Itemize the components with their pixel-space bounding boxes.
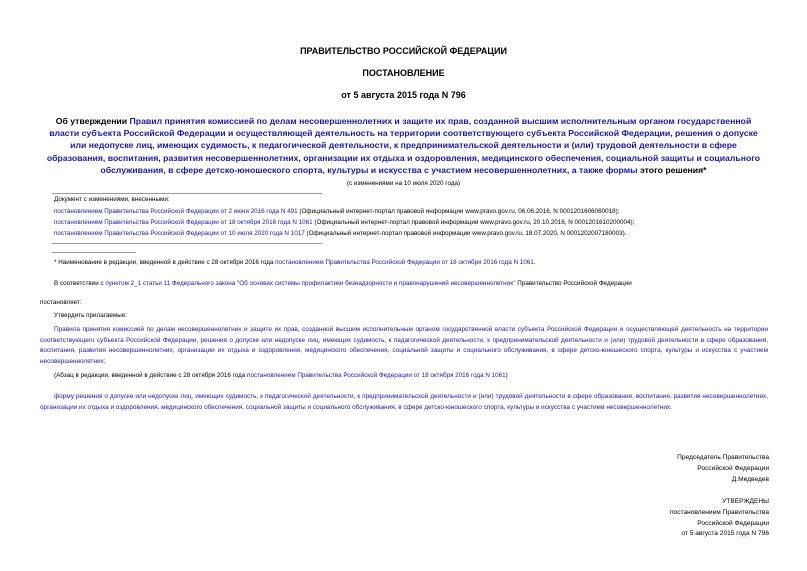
approved-line-2: постановлением Правительства xyxy=(669,508,769,516)
title-prefix: Об утверждении xyxy=(55,116,130,126)
title-rules-link[interactable]: Правил принятия комиссией по делам несовершеннолетних и защите их прав, созданной высшим исполнительным органом государственной власти субъекта Российской Федерации и осуществляющей деятельность на территории соответствующего субъекта Российской Федерации, решения о допуске или недопуске лиц, имеющих судимость, к педагогической деятельности, к предпринимательской деятельности и (или) трудовой деятельности в сфере образования, воспитания, развития несовершеннолетних, организации их отдыха и оздоровления, медицинского обеспечения, социальной защиты и социального обслуживания, в сфере детско-юношеского спорта, культуры и искусства с участием несовершеннолетних, а также формы xyxy=(46,116,761,175)
according-suffix: Правительство Российской Федерации xyxy=(515,280,632,287)
doc-type-heading: ПОСТАНОВЛЕНИЕ xyxy=(362,68,445,78)
signature-line-2: Российской Федерации xyxy=(697,464,769,472)
approved-line-3: Российской Федерации xyxy=(697,519,769,527)
approved-block xyxy=(670,497,769,540)
amended-note: (с изменениями на 10 июля 2020 года) xyxy=(346,180,461,187)
decides-text: постановляет: xyxy=(40,299,82,306)
changes-top-divider xyxy=(52,193,322,194)
change-source-1: (Официальный интернет-портал правовой информации www.pravo.gov.ru, 06.06.2016, N 0001201606060018); xyxy=(297,208,620,215)
according-law-link[interactable]: пунктом 2_1 статьи 11 Федерального закона "Об основах системы профилактики безнадзорности и правонарушений несовершеннолетних" xyxy=(105,280,516,287)
document-title xyxy=(40,115,767,176)
government-heading: ПРАВИТЕЛЬСТВО РОССИЙСКОЙ ФЕДЕРАЦИИ xyxy=(300,46,507,56)
footnote-end: . xyxy=(533,259,536,266)
changes-heading: Документ с изменениями, внесенными: xyxy=(54,196,170,203)
according-prefix: В соответствии с xyxy=(54,280,106,287)
approved-line-4: от 5 августа 2015 года N 796 xyxy=(681,530,769,538)
abzac-prefix: (Абзац в редакции, введенной в действие с 28 октября 2016 года xyxy=(54,372,248,379)
abzac-suffix: ) xyxy=(505,372,508,379)
change-item-3 xyxy=(54,230,627,237)
abzac-note xyxy=(54,372,508,379)
change-link-3[interactable]: постановлением Правительства Российской Федерации от 10 июля 2020 года N 1017 xyxy=(54,230,305,237)
signature-block xyxy=(677,453,769,485)
signature-line-1: Председатель Правительства xyxy=(677,454,769,461)
approved-line-1: УТВЕРЖДЕНЫ xyxy=(722,498,769,505)
footnote-divider xyxy=(52,252,136,253)
change-source-3: (Официальный интернет-портал правовой информации www.pravo.gov.ru, 18.07.2020, N 0001202007180003). xyxy=(304,230,627,237)
signature-line-3: Д.Медведев xyxy=(731,475,769,483)
title-suffix: этого решения* xyxy=(637,164,707,175)
changes-bottom-divider xyxy=(52,243,322,244)
footnote-link[interactable]: постановлением Правительства Российской Федерации от 18 октября 2016 года N 1061 xyxy=(275,259,534,266)
date-number: от 5 августа 2015 года N 796 xyxy=(341,90,466,100)
footnote xyxy=(54,259,536,266)
form-paragraph[interactable]: форму решения о допуске или недопуске лиц, имеющих судимость, к педагогической деятельности, к предпринимательской деятельности и (или) трудовой деятельности в сфере образования, воспитания, развития несовершеннолетних, организации их отдыха и оздоровления, медицинского обеспечения, социальной защиты и социального обслуживания, в сфере детско-юношеского спорта, культуры и искусства с участием несовершеннолетних. xyxy=(40,393,768,411)
change-item-1 xyxy=(54,208,619,215)
abzac-link[interactable]: постановлением Правительства Российской Федерации от 18 октября 2016 года N 1061 xyxy=(247,372,506,379)
rules-paragraph[interactable]: Правила принятия комиссией по делам несовершеннолетних и защите их прав, созданной высшим исполнительным органом государственной власти субъекта Российской Федерации и осуществляющей деятельность на территории соответствующего субъекта Российской Федерации, решения о допуске или недопуске лиц, имеющих судимость, к педагогической деятельности, к предпринимательской деятельности и (или) трудовой деятельности в сфере образования, воспитания, развития несовершеннолетних, организации их отдыха и оздоровления, медицинского обеспечения, социальной защиты и социального обслуживания, в сфере детско-юношеского спорта, культуры и искусства с участием несовершеннолетних; xyxy=(40,326,768,365)
change-item-2 xyxy=(54,219,634,226)
approve-text: Утвердить прилагаемые: xyxy=(54,312,127,319)
change-source-2: (Официальный интернет-портал правовой информации www.pravo.gov.ru, 20.10.2016, N 0001201610200004); xyxy=(312,219,635,226)
according-paragraph xyxy=(54,280,632,287)
footnote-text: * Наименование в редакции, введенной в действие с 28 октября 2016 года xyxy=(54,259,276,266)
change-link-1[interactable]: постановлением Правительства Российской Федерации от 2 июня 2016 года N 491 xyxy=(54,208,298,215)
change-link-2[interactable]: постановлением Правительства Российской Федерации от 18 октября 2016 года N 1061 xyxy=(54,219,313,226)
